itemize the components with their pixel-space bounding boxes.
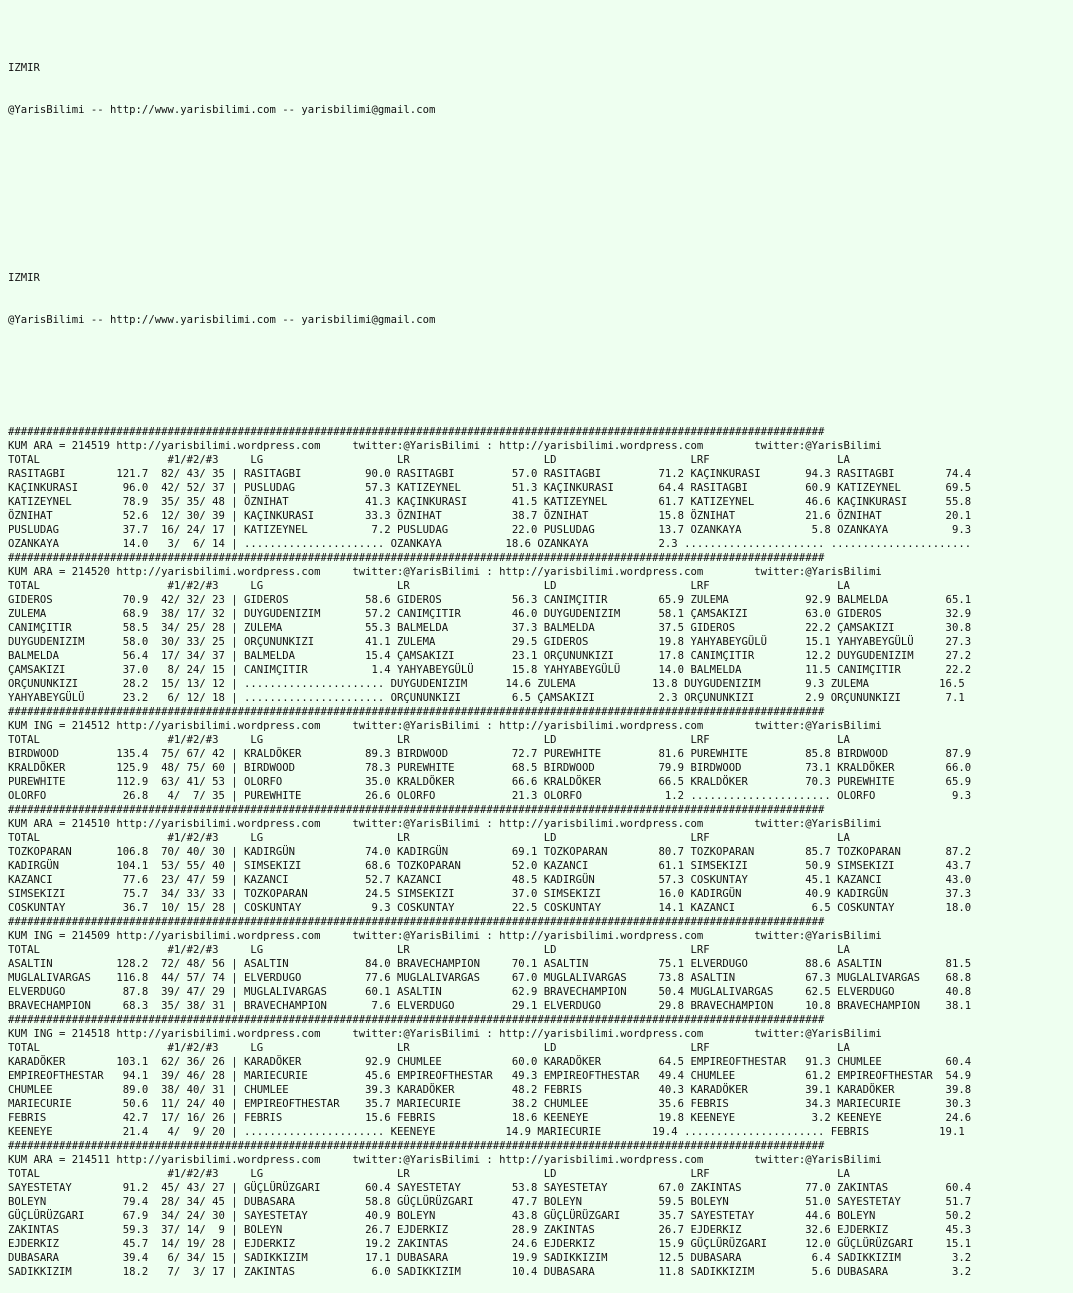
separator-line: ################################################################################################################################: [8, 1014, 825, 1026]
column-header: TOTAL #1/#2/#3 LG LR LD LRF LA: [8, 832, 850, 844]
race-title: KUM ARA = 214520 http://yarisbilimi.wordpress.com twitter:@YarisBilimi : http://yarisbilimi.wordpress.com twitter:@YarisBilimi: [8, 566, 882, 578]
result-row: GIDEROS 70.9 42/ 32/ 23 | GIDEROS 58.6 GIDEROS 56.3 CANIMÇITIR 65.9 ZULEMA 92.9 BALMELDA 65.1: [8, 594, 972, 606]
column-header: TOTAL #1/#2/#3 LG LR LD LRF LA: [8, 454, 850, 466]
header-city: IZMIR: [8, 272, 40, 284]
result-row: KAZANCI 77.6 23/ 47/ 59 | KAZANCI 52.7 KAZANCI 48.5 KADIRGÜN 57.3 COSKUNTAY 45.1 KAZANCI 43.0: [8, 874, 972, 886]
column-header: TOTAL #1/#2/#3 LG LR LD LRF LA: [8, 734, 850, 746]
result-row: OZANKAYA 14.0 3/ 6/ 14 | ...................... OZANKAYA 18.6 OZANKAYA 2.3 ...................... ......................: [8, 538, 972, 550]
result-row: ASALTIN 128.2 72/ 48/ 56 | ASALTIN 84.0 BRAVECHAMPION 70.1 ASALTIN 75.1 ELVERDUGO 88.6 ASALTIN 81.5: [8, 958, 972, 970]
result-row: GÜÇLÜRÜZGARI 67.9 34/ 24/ 30 | SAYESTETAY 40.9 BOLEYN 43.8 GÜÇLÜRÜZGARI 35.7 SAYESTETAY 44.6 BOLEYN 50.2: [8, 1210, 972, 1222]
separator-line: ################################################################################################################################: [8, 916, 825, 928]
race-title: KUM ING = 214509 http://yarisbilimi.wordpress.com twitter:@YarisBilimi : http://yarisbilimi.wordpress.com twitter:@YarisBilimi: [8, 930, 882, 942]
race-list: [8, 425, 971, 1279]
result-row: MARIECURIE 50.6 11/ 24/ 40 | EMPIREOFTHESTAR 35.7 MARIECURIE 38.2 CHUMLEE 35.6 FEBRIS 34.3 MARIECURIE 30.3: [8, 1098, 972, 1110]
result-row: DUYGUDENIZIM 58.0 30/ 33/ 25 | ORÇUNUNKIZI 41.1 ZULEMA 29.5 GIDEROS 19.8 YAHYABEYGÜLÜ 15.1 YAHYABEYGÜLÜ 27.3: [8, 636, 972, 648]
result-row: EJDERKIZ 45.7 14/ 19/ 28 | EJDERKIZ 19.2 ZAKINTAS 24.6 EJDERKIZ 15.9 GÜÇLÜRÜZGARI 12.0 GÜÇLÜRÜZGARI 15.1: [8, 1238, 972, 1250]
result-row: BRAVECHAMPION 68.3 35/ 38/ 31 | BRAVECHAMPION 7.6 ELVERDUGO 29.1 ELVERDUGO 29.8 BRAVECHAMPION 10.8 BRAVECHAMPION 38.1: [8, 1000, 972, 1012]
race-block: [8, 705, 971, 803]
header-credits: @YarisBilimi -- http://www.yarisbilimi.com -- yarisbilimi@gmail.com: [8, 104, 436, 116]
result-row: KARADÖKER 103.1 62/ 36/ 26 | KARADÖKER 92.9 CHUMLEE 60.0 KARADÖKER 64.5 EMPIREOFTHESTAR 91.3 CHUMLEE 60.4: [8, 1056, 972, 1068]
race-block: [8, 425, 971, 551]
separator-line: ################################################################################################################################: [8, 426, 825, 438]
blank-line: [8, 383, 971, 397]
header-city: IZMIR: [8, 62, 40, 74]
result-row: YAHYABEYGÜLÜ 23.2 6/ 12/ 18 | ...................... ORÇUNUNKIZI 6.5 ÇAMSAKIZI 2.3 ORÇUNUNKIZI 2.9 ORÇUNUNKIZI 7.1: [8, 692, 965, 704]
result-row: SAYESTETAY 91.2 45/ 43/ 27 | GÜÇLÜRÜZGARI 60.4 SAYESTETAY 53.8 SAYESTETAY 67.0 ZAKINTAS 77.0 ZAKINTAS 60.4: [8, 1182, 972, 1194]
result-row: DUBASARA 39.4 6/ 34/ 15 | SADIKKIZIM 17.1 DUBASARA 19.9 SADIKKIZIM 12.5 DUBASARA 6.4 SADIKKIZIM 3.2: [8, 1252, 972, 1264]
race-block: [8, 803, 971, 915]
result-row: KAÇINKURASI 96.0 42/ 52/ 37 | PUSLUDAG 57.3 KATIZEYNEL 51.3 KAÇINKURASI 64.4 RASITAGBI 60.9 KATIZEYNEL 69.5: [8, 482, 972, 494]
header-block-1: [8, 33, 971, 145]
header-block-2: [8, 243, 971, 355]
column-header: TOTAL #1/#2/#3 LG LR LD LRF LA: [8, 1168, 850, 1180]
report-page: [8, 5, 971, 1293]
result-row: RASITAGBI 121.7 82/ 43/ 35 | RASITAGBI 90.0 RASITAGBI 57.0 RASITAGBI 71.2 KAÇINKURASI 94.3 RASITAGBI 74.4: [8, 468, 972, 480]
result-row: PUREWHITE 112.9 63/ 41/ 53 | OLORFO 35.0 KRALDÖKER 66.6 KRALDÖKER 66.5 KRALDÖKER 70.3 PUREWHITE 65.9: [8, 776, 972, 788]
result-row: CHUMLEE 89.0 38/ 40/ 31 | CHUMLEE 39.3 KARADÖKER 48.2 FEBRIS 40.3 KARADÖKER 39.1 KARADÖKER 39.8: [8, 1084, 972, 1096]
separator-line: ################################################################################################################################: [8, 552, 825, 564]
separator-line: ################################################################################################################################: [8, 804, 825, 816]
result-row: TOZKOPARAN 106.8 70/ 40/ 30 | KADIRGÜN 74.0 KADIRGÜN 69.1 TOZKOPARAN 80.7 TOZKOPARAN 85.7 TOZKOPARAN 87.2: [8, 846, 972, 858]
result-row: OLORFO 26.8 4/ 7/ 35 | PUREWHITE 26.6 OLORFO 21.3 OLORFO 1.2 ...................... OLORFO 9.3: [8, 790, 972, 802]
header-credits: @YarisBilimi -- http://www.yarisbilimi.com -- yarisbilimi@gmail.com: [8, 314, 436, 326]
result-row: SADIKKIZIM 18.2 7/ 3/ 17 | ZAKINTAS 6.0 SADIKKIZIM 10.4 DUBASARA 11.8 SADIKKIZIM 5.6 DUBASARA 3.2: [8, 1266, 972, 1278]
result-row: CANIMÇITIR 58.5 34/ 25/ 28 | ZULEMA 55.3 BALMELDA 37.3 BALMELDA 37.5 GIDEROS 22.2 ÇAMSAKIZI 30.8: [8, 622, 972, 634]
result-row: ZAKINTAS 59.3 37/ 14/ 9 | BOLEYN 26.7 EJDERKIZ 28.9 ZAKINTAS 26.7 EJDERKIZ 32.6 EJDERKIZ 45.3: [8, 1224, 972, 1236]
race-title: KUM ARA = 214519 http://yarisbilimi.wordpress.com twitter:@YarisBilimi : http://yarisbilimi.wordpress.com twitter:@YarisBilimi: [8, 440, 882, 452]
result-row: KRALDÖKER 125.9 48/ 75/ 60 | BIRDWOOD 78.3 PUREWHITE 68.5 BIRDWOOD 79.9 BIRDWOOD 73.1 KRALDÖKER 66.0: [8, 762, 972, 774]
result-row: BALMELDA 56.4 17/ 34/ 37 | BALMELDA 15.4 ÇAMSAKIZI 23.1 ORÇUNUNKIZI 17.8 CANIMÇITIR 12.2 DUYGUDENIZIM 27.2: [8, 650, 972, 662]
result-row: ZULEMA 68.9 38/ 17/ 32 | DUYGUDENIZIM 57.2 CANIMÇITIR 46.0 DUYGUDENIZIM 58.1 ÇAMSAKIZI 63.0 GIDEROS 32.9: [8, 608, 972, 620]
result-row: BOLEYN 79.4 28/ 34/ 45 | DUBASARA 58.8 GÜÇLÜRÜZGARI 47.7 BOLEYN 59.5 BOLEYN 51.0 SAYESTETAY 51.7: [8, 1196, 972, 1208]
result-row: KATIZEYNEL 78.9 35/ 35/ 48 | ÖZNIHAT 41.3 KAÇINKURASI 41.5 KATIZEYNEL 61.7 KATIZEYNEL 46.6 KAÇINKURASI 55.8: [8, 496, 972, 508]
race-title: KUM ING = 214512 http://yarisbilimi.wordpress.com twitter:@YarisBilimi : http://yarisbilimi.wordpress.com twitter:@YarisBilimi: [8, 720, 882, 732]
race-title: KUM ARA = 214510 http://yarisbilimi.wordpress.com twitter:@YarisBilimi : http://yarisbilimi.wordpress.com twitter:@YarisBilimi: [8, 818, 882, 830]
separator-line: ################################################################################################################################: [8, 706, 825, 718]
result-row: PUSLUDAG 37.7 16/ 24/ 17 | KATIZEYNEL 7.2 PUSLUDAG 22.0 PUSLUDAG 13.7 OZANKAYA 5.8 OZANKAYA 9.3: [8, 524, 972, 536]
race-block: [8, 1139, 971, 1279]
race-title: KUM ING = 214518 http://yarisbilimi.wordpress.com twitter:@YarisBilimi : http://yarisbilimi.wordpress.com twitter:@YarisBilimi: [8, 1028, 882, 1040]
column-header: TOTAL #1/#2/#3 LG LR LD LRF LA: [8, 580, 850, 592]
race-block: [8, 551, 971, 705]
result-row: ÇAMSAKIZI 37.0 8/ 24/ 15 | CANIMÇITIR 1.4 YAHYABEYGÜLÜ 15.8 YAHYABEYGÜLÜ 14.0 BALMELDA 11.5 CANIMÇITIR 22.2: [8, 664, 972, 676]
result-row: KADIRGÜN 104.1 53/ 55/ 40 | SIMSEKIZI 68.6 TOZKOPARAN 52.0 KAZANCI 61.1 SIMSEKIZI 50.9 SIMSEKIZI 43.7: [8, 860, 972, 872]
result-row: COSKUNTAY 36.7 10/ 15/ 28 | COSKUNTAY 9.3 COSKUNTAY 22.5 COSKUNTAY 14.1 KAZANCI 6.5 COSKUNTAY 18.0: [8, 902, 972, 914]
result-row: BIRDWOOD 135.4 75/ 67/ 42 | KRALDÖKER 89.3 BIRDWOOD 72.7 PUREWHITE 81.6 PUREWHITE 85.8 BIRDWOOD 87.9: [8, 748, 972, 760]
column-header: TOTAL #1/#2/#3 LG LR LD LRF LA: [8, 1042, 850, 1054]
result-row: EMPIREOFTHESTAR 94.1 39/ 46/ 28 | MARIECURIE 45.6 EMPIREOFTHESTAR 49.3 EMPIREOFTHESTAR 49.4 CHUMLEE 61.2 EMPIREOFTHESTAR 54.9: [8, 1070, 972, 1082]
race-block: [8, 1013, 971, 1139]
result-row: MUGLALIVARGAS 116.8 44/ 57/ 74 | ELVERDUGO 77.6 MUGLALIVARGAS 67.0 MUGLALIVARGAS 73.8 ASALTIN 67.3 MUGLALIVARGAS 68.8: [8, 972, 972, 984]
result-row: ORÇUNUNKIZI 28.2 15/ 13/ 12 | ...................... DUYGUDENIZIM 14.6 ZULEMA 13.8 DUYGUDENIZIM 9.3 ZULEMA 16.5: [8, 678, 965, 690]
result-row: ÖZNIHAT 52.6 12/ 30/ 39 | KAÇINKURASI 33.3 ÖZNIHAT 38.7 ÖZNIHAT 15.8 ÖZNIHAT 21.6 ÖZNIHAT 20.1: [8, 510, 972, 522]
result-row: ELVERDUGO 87.8 39/ 47/ 29 | MUGLALIVARGAS 60.1 ASALTIN 62.9 BRAVECHAMPION 50.4 MUGLALIVARGAS 62.5 ELVERDUGO 40.8: [8, 986, 972, 998]
race-block: [8, 915, 971, 1013]
column-header: TOTAL #1/#2/#3 LG LR LD LRF LA: [8, 944, 850, 956]
separator-line: ################################################################################################################################: [8, 1140, 825, 1152]
race-title: KUM ARA = 214511 http://yarisbilimi.wordpress.com twitter:@YarisBilimi : http://yarisbilimi.wordpress.com twitter:@YarisBilimi: [8, 1154, 882, 1166]
result-row: SIMSEKIZI 75.7 34/ 33/ 33 | TOZKOPARAN 24.5 SIMSEKIZI 37.0 SIMSEKIZI 16.0 KADIRGÜN 40.9 KADIRGÜN 37.3: [8, 888, 972, 900]
result-row: FEBRIS 42.7 17/ 16/ 26 | FEBRIS 15.6 FEBRIS 18.6 KEENEYE 19.8 KEENEYE 3.2 KEENEYE 24.6: [8, 1112, 972, 1124]
spacer: [8, 173, 971, 215]
result-row: KEENEYE 21.4 4/ 9/ 20 | ...................... KEENEYE 14.9 MARIECURIE 19.4 ...................... FEBRIS 19.1: [8, 1126, 965, 1138]
